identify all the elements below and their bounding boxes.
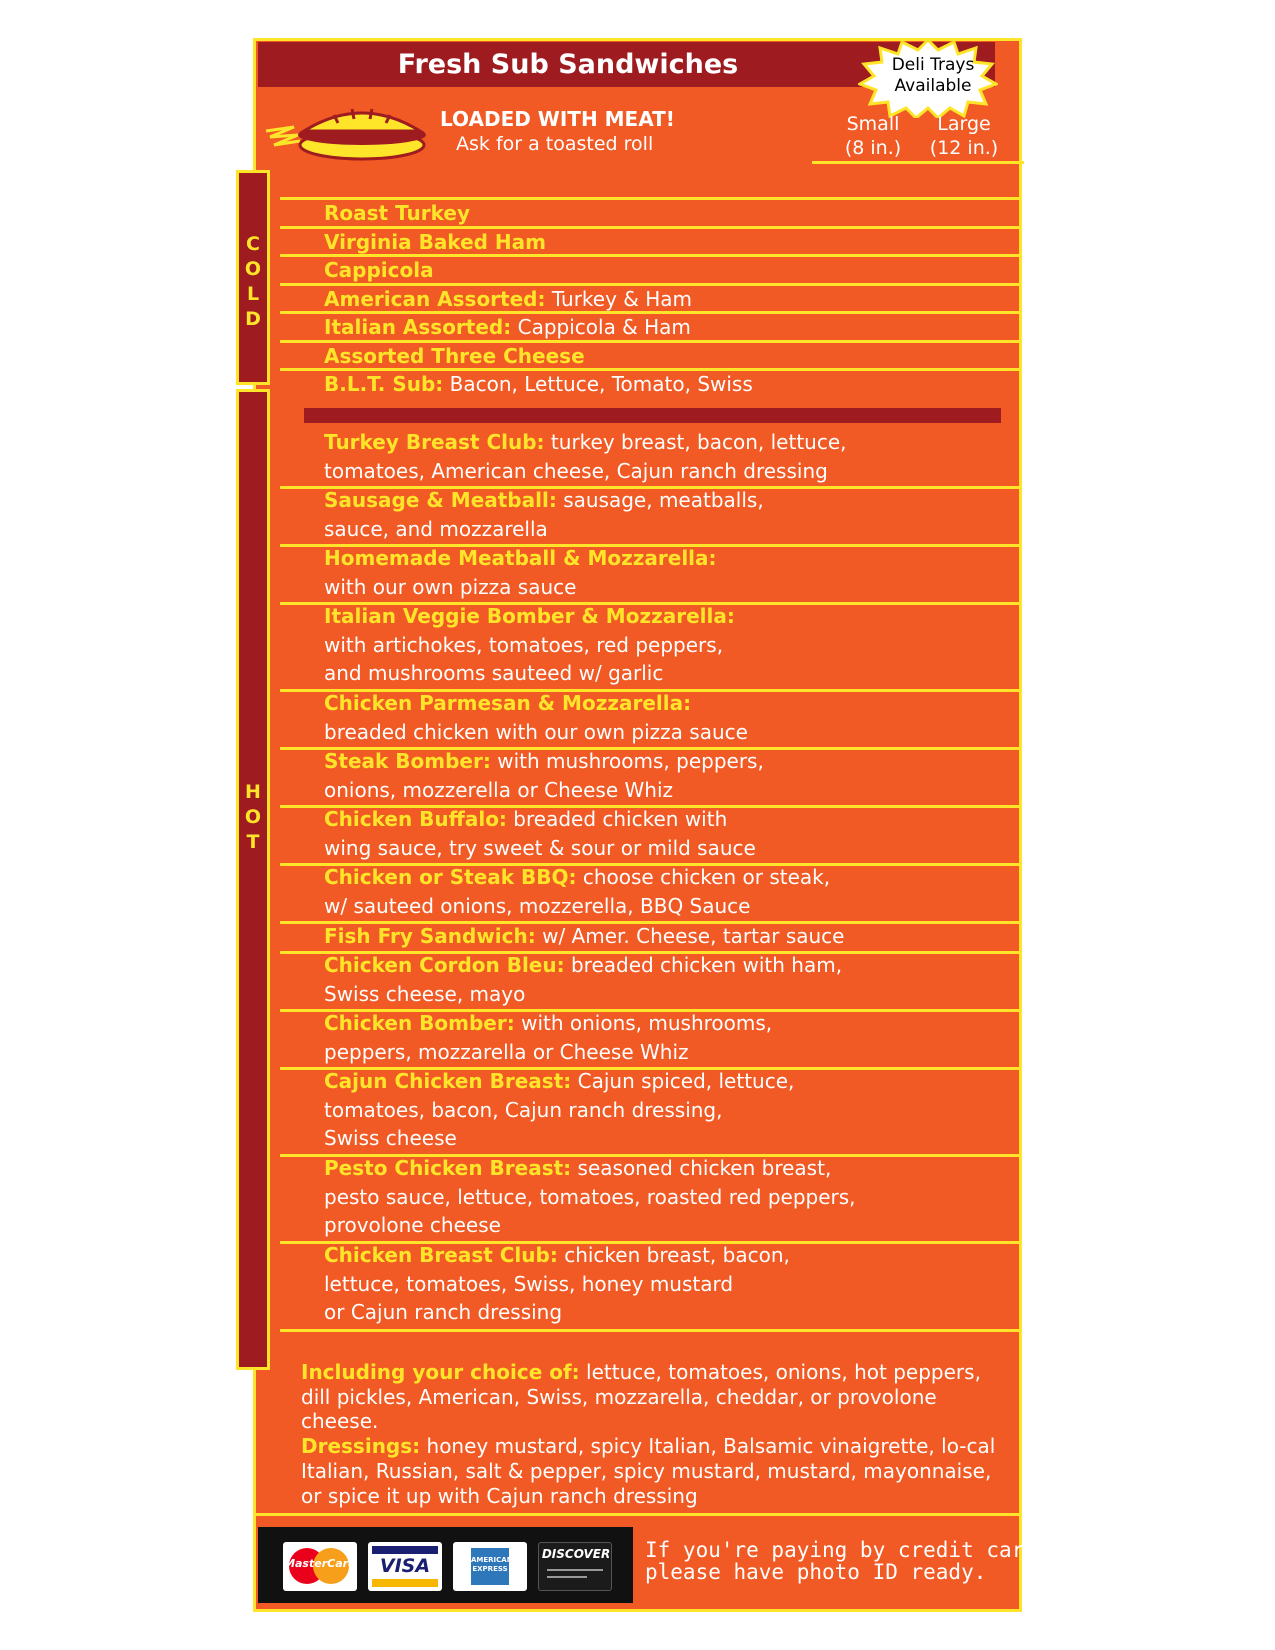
- mastercard-text: MasterCard: [284, 1557, 356, 1570]
- item-desc-line: with artichokes, tomatoes, red peppers,: [324, 632, 724, 657]
- discover-logo: [538, 1542, 612, 1591]
- hot-menu-item: [324, 1154, 1014, 1240]
- cold-letter: D: [245, 308, 261, 330]
- cold-section-label: [236, 232, 270, 332]
- cold-menu-item: [324, 313, 1014, 342]
- cold-hot-separator: [304, 408, 1001, 423]
- size-large-header: [922, 112, 1006, 160]
- cold-menu-item: [324, 370, 1014, 399]
- item-desc: chicken breast, bacon,: [557, 1243, 790, 1267]
- cold-menu-item: [324, 199, 1014, 228]
- cold-menu-item: [324, 256, 1014, 285]
- hot-section-label: [236, 780, 270, 855]
- item-desc: w/ Amer. Cheese, tartar sauce: [535, 924, 845, 948]
- hot-menu-item: [324, 922, 1014, 951]
- item-name: Chicken or Steak BBQ:: [324, 865, 577, 889]
- item-desc-line: with our own pizza sauce: [324, 574, 577, 599]
- item-desc-line: onions, mozzerella or Cheese Whiz: [324, 777, 674, 802]
- item-name: Italian Assorted:: [324, 315, 512, 339]
- item-desc-line: lettuce, tomatoes, Swiss, honey mustard: [324, 1271, 734, 1296]
- visa-text: VISA: [379, 1555, 431, 1577]
- item-desc-line: Swiss cheese, mayo: [324, 981, 526, 1006]
- item-desc: with onions, mushrooms,: [514, 1011, 773, 1035]
- mastercard-logo: [283, 1542, 357, 1591]
- item-name: Roast Turkey: [324, 201, 470, 225]
- choice-text: lettuce, tomatoes, onions, hot peppers, dill pickles, American, Swiss, mozzarella, cheddar, or provolone cheese.: [301, 1360, 981, 1434]
- item-desc-line: and mushrooms sauteed w/ garlic: [324, 661, 664, 685]
- discover-text: DISCOVER: [541, 1547, 611, 1561]
- discover-card-detail-line: [547, 1576, 587, 1578]
- item-name: Steak Bomber:: [324, 749, 491, 773]
- photo-id-notice: [645, 1539, 1050, 1583]
- hot-letter: T: [246, 831, 260, 853]
- item-name: Pesto Chicken Breast:: [324, 1156, 572, 1180]
- amex-logo: [453, 1542, 527, 1591]
- item-desc: Bacon, Lettuce, Tomato, Swiss: [443, 372, 753, 396]
- item-desc-line: breaded chicken with our own pizza sauce: [324, 719, 748, 744]
- photo-id-line-1: If you're paying by credit card,: [645, 1538, 1050, 1562]
- toppings-and-dressings-note: [301, 1360, 1001, 1508]
- hot-menu-item: [324, 1067, 1014, 1153]
- item-name: Chicken Cordon Bleu:: [324, 953, 565, 977]
- item-desc-line: tomatoes, bacon, Cajun ranch dressing,: [324, 1097, 723, 1122]
- hot-menu-item: [324, 863, 1014, 920]
- menu-title: Fresh Sub Sandwiches: [397, 49, 739, 80]
- hot-letter: H: [245, 781, 261, 803]
- amex-text: AMERICAN EXPRESS: [471, 1556, 513, 1573]
- item-name: Virginia Baked Ham: [324, 230, 546, 254]
- choice-label: Including your choice of:: [301, 1360, 580, 1384]
- item-desc: Turkey & Ham: [545, 287, 693, 311]
- item-desc: with mushrooms, peppers,: [490, 749, 764, 773]
- footer-divider: [253, 1513, 1022, 1516]
- hot-menu-item: [324, 602, 1014, 688]
- item-name: Cappicola: [324, 258, 434, 282]
- item-desc: Cappicola & Ham: [511, 315, 691, 339]
- item-name: Chicken Bomber:: [324, 1011, 515, 1035]
- dressings-text: honey mustard, spicy Italian, Balsamic vinaigrette, lo-cal Italian, Russian, salt & pepper, spicy mustard, mustard, mayonnaise, or spice it up with Cajun ranch dressing: [301, 1434, 996, 1508]
- item-desc-line: or Cajun ranch dressing: [324, 1300, 563, 1324]
- item-desc: choose chicken or steak,: [576, 865, 831, 889]
- dressings-label: Dressings:: [301, 1434, 421, 1459]
- item-desc-line: pesto sauce, lettuce, tomatoes, roasted red peppers,: [324, 1184, 856, 1209]
- discover-card-number-line: [547, 1569, 603, 1571]
- item-name: Homemade Meatball & Mozzarella:: [324, 546, 717, 570]
- hot-section-tab: [236, 389, 270, 1370]
- item-name: Turkey Breast Club:: [324, 430, 545, 454]
- hot-menu-item: [324, 951, 1014, 1008]
- badge-line-2: Available: [894, 76, 972, 96]
- cold-letter: C: [246, 233, 260, 255]
- deli-trays-badge-text: [878, 55, 988, 97]
- loaded-with-meat-tagline: LOADED WITH MEAT!: [440, 107, 675, 131]
- item-desc: breaded chicken with: [506, 807, 728, 831]
- item-name: Chicken Parmesan & Mozzarella:: [324, 691, 692, 715]
- item-name: B.L.T. Sub:: [324, 372, 444, 396]
- item-name: Chicken Breast Club:: [324, 1243, 558, 1267]
- item-name: Assorted Three Cheese: [324, 344, 585, 368]
- item-desc-line: wing sauce, try sweet & sour or mild sauce: [324, 835, 756, 860]
- hot-menu-item: [324, 689, 1014, 746]
- photo-id-line-2: please have photo ID ready.: [645, 1560, 987, 1584]
- sub-sandwich-icon: [264, 101, 429, 163]
- cold-menu-item: [324, 285, 1014, 314]
- item-name: Italian Veggie Bomber & Mozzarella:: [324, 604, 735, 628]
- hot-menu-item: [324, 486, 1014, 543]
- item-desc-line: w/ sauteed onions, mozzerella, BBQ Sauce: [324, 893, 751, 918]
- visa-logo: [368, 1542, 442, 1591]
- item-desc-line: tomatoes, American cheese, Cajun ranch dressing: [324, 458, 828, 483]
- cold-letter: O: [244, 258, 262, 280]
- hot-letter: O: [244, 806, 262, 828]
- item-name: American Assorted:: [324, 287, 546, 311]
- hot-menu-item: [324, 747, 1014, 804]
- visa-bottom-stripe: [372, 1579, 438, 1587]
- size-large-label: Large: [937, 113, 991, 135]
- item-desc: turkey breast, bacon, lettuce,: [544, 430, 847, 454]
- hot-menu-item: [324, 544, 1014, 601]
- cold-letter: L: [246, 283, 260, 305]
- item-name: Fish Fry Sandwich:: [324, 924, 536, 948]
- visa-top-stripe: [372, 1546, 438, 1554]
- item-name: Chicken Buffalo:: [324, 807, 507, 831]
- item-desc-line: peppers, mozzarella or Cheese Whiz: [324, 1039, 689, 1064]
- item-desc: sausage, meatballs,: [556, 488, 764, 512]
- hot-menu-item: [324, 1241, 1014, 1327]
- item-desc: Cajun spiced, lettuce,: [571, 1069, 795, 1093]
- toasted-roll-note: Ask for a toasted roll: [456, 133, 654, 155]
- item-desc: breaded chicken with ham,: [564, 953, 843, 977]
- badge-line-1: Deli Trays: [891, 55, 975, 75]
- item-desc: seasoned chicken breast,: [571, 1156, 832, 1180]
- item-name: Sausage & Meatball:: [324, 488, 557, 512]
- hot-menu-item: [324, 805, 1014, 862]
- size-large-detail: (12 in.): [929, 137, 999, 159]
- item-desc-line: sauce, and mozzarella: [324, 516, 548, 541]
- size-small-label: Small: [846, 113, 900, 135]
- hot-menu-item: [324, 1009, 1014, 1066]
- size-header-rule: [812, 161, 1024, 164]
- row-divider: [280, 1329, 1020, 1332]
- cold-menu-item: [324, 228, 1014, 257]
- size-small-header: [838, 112, 908, 160]
- hot-menu-item: [324, 428, 1014, 485]
- item-desc-line: Swiss cheese: [324, 1126, 457, 1150]
- item-name: Cajun Chicken Breast:: [324, 1069, 572, 1093]
- cold-menu-item: [324, 342, 1014, 371]
- size-small-detail: (8 in.): [844, 137, 902, 159]
- item-desc-line: provolone cheese: [324, 1213, 501, 1237]
